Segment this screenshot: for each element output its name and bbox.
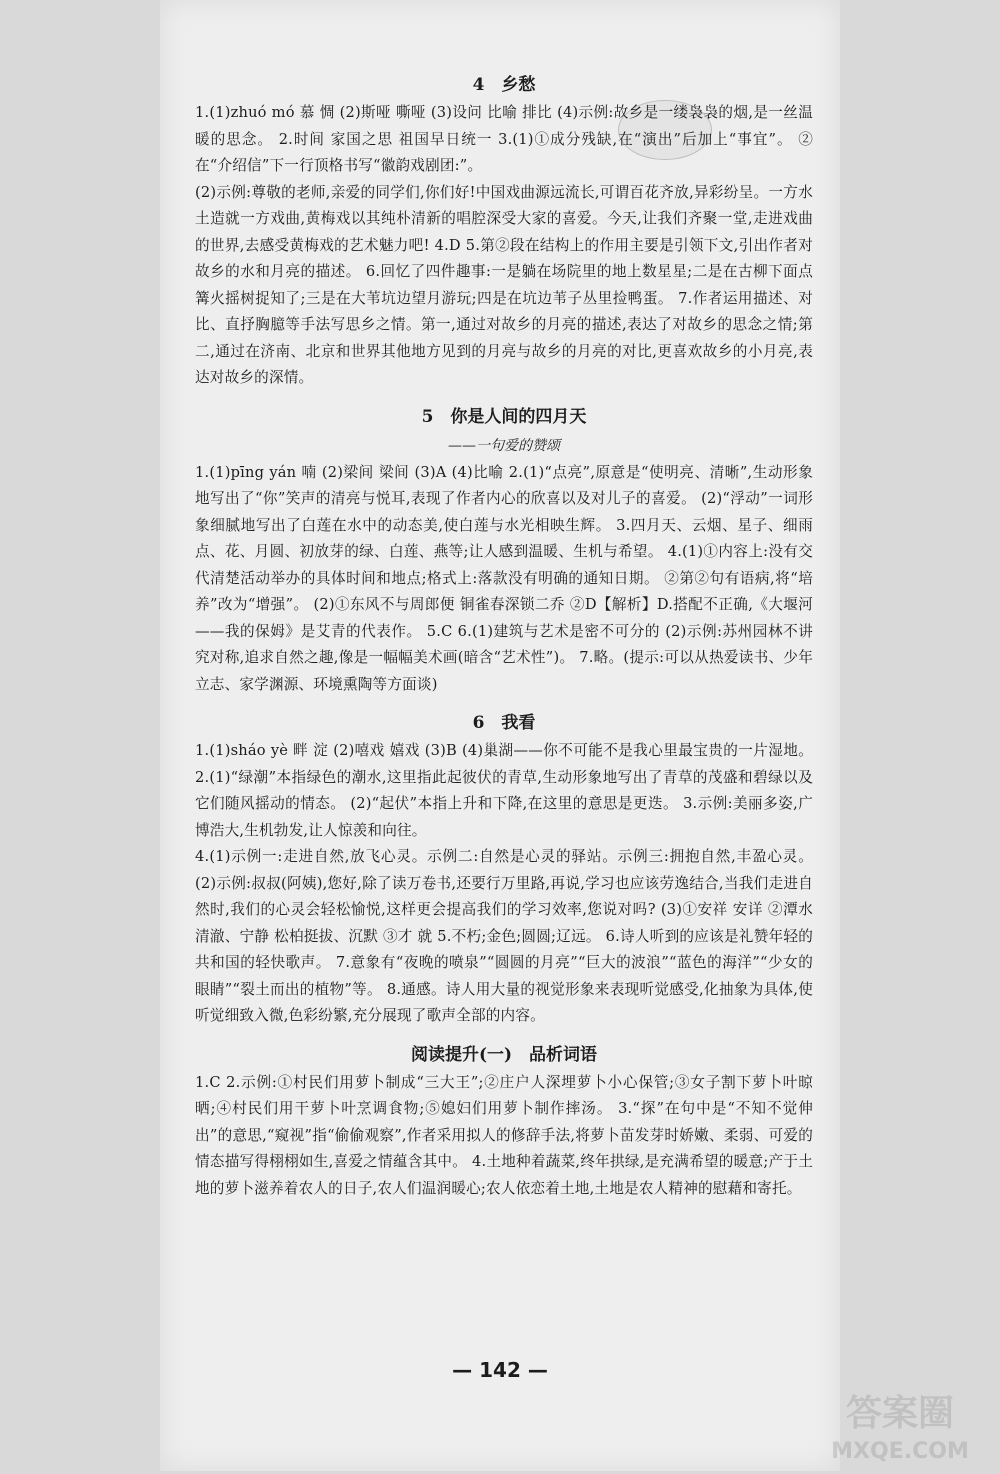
watermark-logo-icon [810,1380,990,1470]
answer-paragraph: 1.(1)pīng yán 喃 (2)梁间 梁间 (3)A (4)比喻 2.(1)“点亮”,原意是“使明亮、清晰”,生动形象地写出了“你”笑声的清亮与悦耳,表现了作者内心的欣喜以及对儿子的喜爱。 (2)“浮动”一词形象细腻地写出了白莲在水中的动态美,使白莲与水光相映生辉。 3.四月天、云烟、星子、细雨点、花、月圆、初放芽的绿、白莲、燕等;让人感到温暖、生机与希望。 4.(1)①内容上:没有交代清楚活动举办的具体时间和地点;格式上:落款没有明确的通知日期。 ②第②句有语病,将“培养”改为“增强”。 (2)①东风不与周郎便 铜雀春深锁二乔 ②D【解析】D.搭配不正确,《大堰河——我的保姆》是艾青的代表作。 5.C 6.(1)建筑与艺术是密不可分的 (2)示例:苏州园林不讲究对称,追求自然之趣,像是一幅幅美术画(暗含“艺术性”)。 7.略。(提示:可以从热爱读书、少年立志、家学渊源、环境熏陶等方面谈) [195,463,813,693]
answer-paragraph: (2)示例:尊敬的老师,亲爱的同学们,你们好!中国戏曲源远流长,可谓百花齐放,异彩纷呈。一方水土造就一方戏曲,黄梅戏以其纯朴清新的唱腔深受大家的喜爱。今天,让我们齐聚一堂,走进戏曲的世界,去感受黄梅戏的艺术魅力吧! 4.D 5.第②段在结构上的作用主要是引领下文,引出作者对故乡的水和月亮的描述。 6.回忆了四件趣事:一是躺在场院里的地上数星星;二是在古柳下面点篝火摇树捉知了;三是在大苇坑边望月游玩;四是在坑边苇子丛里捡鸭蛋。 7.作者运用描述、对比、直抒胸臆等手法写思乡之情。第一,通过对故乡的月亮的描述,表达了对故乡的思念之情;第二,通过在济南、北京和世界其他地方见到的月亮与故乡的月亮的对比,更喜欢故乡的小月亮,表达对故乡的深情。 [195,183,813,386]
section-title: 5 你是人间的四月天 [421,406,587,427]
section-title: 6 我看 [472,713,536,733]
page-number: — 142 — [452,1358,548,1382]
svg-text:MXQE.COM: MXQE.COM [831,1439,969,1464]
svg-text:答案圈: 答案圈 [845,1393,955,1434]
answer-content [195,70,813,1202]
answer-paragraph: 1.(1)zhuó mó 慕 惆 (2)斯哑 嘶哑 (3)设问 比喻 排比 (4)示例:故乡是一缕袅袅的烟,是一丝温暖的思念。 2.时间 家国之思 祖国早日统一 3.(1)①成分残缺,在“演出”后加上“事宜”。 ②在“介绍信”下一行顶格书写“徽韵戏剧团:”。 [195,104,813,174]
answer-paragraph: 1.C 2.示例:①村民们用萝卜制成“三大王”;②庄户人深埋萝卜小心保管;③女子割下萝卜叶晾晒;④村民们用干萝卜叶烹调食物;⑤媳妇们用萝卜制作摔汤。 3.“探”在句中是“不知不觉伸出”的意思,“窥视”指“偷偷观察”,作者采用拟人的修辞手法,将萝卜苗发芽时娇嫩、柔弱、可爱的情态描写得栩栩如生,喜爱之情蕴含其中。 4.土地种着蔬菜,终年拱绿,是充满希望的暖意;产于土地的萝卜滋养着农人的日子,农人们温润暖心;农人依恋着土地,土地是农人精神的慰藉和寄托。 [195,1073,813,1197]
section-title: 阅读提升(一) 品析词语 [410,1044,598,1065]
section-subtitle: ——一句爱的赞颂 [448,437,560,454]
section-title: 4 乡愁 [472,75,536,95]
answer-paragraph: 1.(1)sháo yè 畔 淀 (2)嘻戏 嬉戏 (3)B (4)巢湖——你不可能不是我心里最宝贵的一片湿地。 2.(1)“绿潮”本指绿色的潮水,这里指此起彼伏的青草,生动形象地写出了青草的茂盛和碧绿以及它们随风摇动的情态。 (2)“起伏”本指上升和下降,在这里的意思是更迭。 3.示例:美丽多姿,广博浩大,生机勃发,让人惊羡和向往。 [195,742,813,839]
answer-paragraph: 4.(1)示例一:走进自然,放飞心灵。示例二:自然是心灵的驿站。示例三:拥抱自然,丰盈心灵。 (2)示例:叔叔(阿姨),您好,除了读万卷书,还要行万里路,再说,学习也应该劳逸结合,当我们走进自然时,我们的心灵会轻松愉悦,这样更会提高我们的学习效率,您说对吗? (3)①安祥 安详 ②潭水清澈、宁静 松柏挺拔、沉默 ③才 就 5.不朽;金色;圆圆;辽远。 6.诗人听到的应该是礼赞年轻的共和国的轻快歌声。 7.意象有“夜晚的喷泉”“圆圆的月亮”“巨大的波浪”“蓝色的海洋”“少女的眼睛”“裂土而出的植物”等。 8.通感。诗人用大量的视觉形象来表现听觉感受,化抽象为具体,使听觉细致入微,色彩纷繁,充分展现了歌声全部的内容。 [195,848,813,1024]
watermark-logo [810,1380,990,1470]
